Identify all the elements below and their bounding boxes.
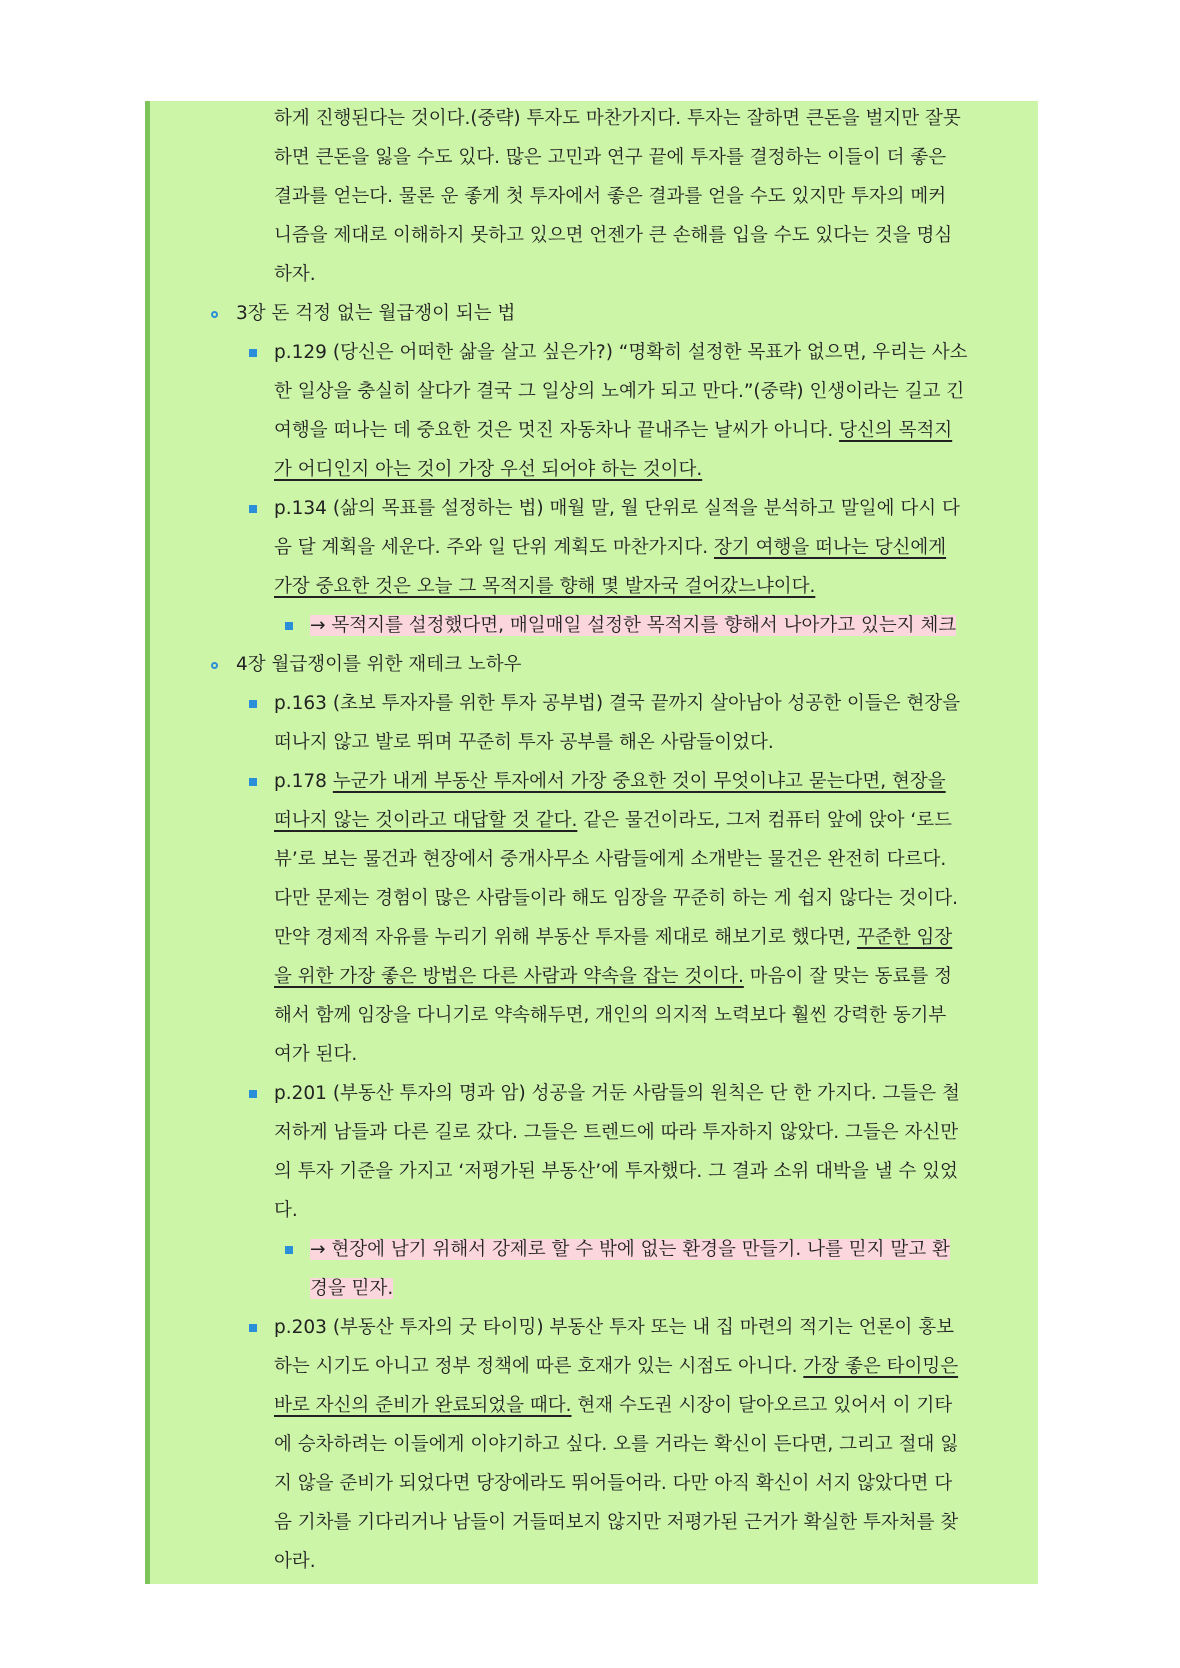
text-segment: 하는 시기도 아니고 정부 정책에 따른 호재가 있는 시점도 아니다. (274, 1356, 804, 1377)
text-line (274, 925, 952, 951)
square-bullet-icon (249, 1324, 257, 1332)
underlined-text: 바로 자신의 준비가 완료되었을 때다. (274, 1395, 572, 1416)
text-segment: p.178 (274, 771, 333, 792)
text-line (274, 1315, 954, 1341)
text-line (274, 730, 774, 756)
text-line (274, 847, 946, 873)
text-segment: p.163 (초보 투자자를 위한 투자 공부법) 결국 끝까지 살아남아 성공한 이들은 현장을 (274, 693, 961, 714)
underlined-text: 을 위한 가장 좋은 방법은 다른 사람과 약속을 잡는 것이다. (274, 966, 744, 987)
square-bullet-icon (249, 505, 257, 513)
text-segment: 마음이 잘 맞는 동료를 정 (743, 966, 952, 987)
text-segment: p.201 (부동산 투자의 명과 암) 성공을 거둔 사람들의 원칙은 단 한 가지다. 그들은 철 (274, 1083, 960, 1104)
text-segment: 여행을 떠나는 데 중요한 것은 멋진 자동차나 끝내주는 날씨가 아니다. (274, 420, 840, 441)
text-segment: 하자. (274, 264, 316, 285)
text-line (274, 1081, 960, 1107)
text-line (274, 1432, 958, 1458)
text-line (274, 574, 815, 600)
text-line (274, 1159, 958, 1185)
text-line (274, 496, 960, 522)
text-line (274, 1510, 958, 1536)
text-line (274, 886, 958, 912)
text-segment: 여가 된다. (274, 1044, 358, 1065)
square-bullet-icon (249, 349, 257, 357)
circle-bullet-icon (211, 662, 218, 669)
text-segment: 한 일상을 충실히 살다가 결국 그 일상의 노예가 되고 만다.”(중략) 인생이라는 길고 긴 (274, 381, 965, 402)
text-line (274, 1354, 958, 1380)
text-segment: 음 기차를 기다리거나 남들이 거들떠보지 않지만 저평가된 근거가 확실한 투자처를 찾 (274, 1512, 959, 1533)
text-line (274, 1120, 958, 1146)
text-segment: 저하게 남들과 다른 길로 갔다. 그들은 트렌드에 따라 투자하지 않았다. 그들은 자신만 (274, 1122, 959, 1143)
text-line (274, 1003, 946, 1029)
text-line (274, 769, 946, 795)
text-segment: 현재 수도권 시장이 달아오르고 있어서 이 기타 (571, 1395, 953, 1416)
text-segment: 같은 물건이라도, 그저 컴퓨터 앞에 앉아 ‘로드 (577, 810, 952, 831)
square-bullet-icon (249, 1090, 257, 1098)
square-bullet-icon (249, 700, 257, 708)
text-segment: 아라. (274, 1551, 316, 1572)
text-segment: 니즘을 제대로 이해하지 못하고 있으면 언젠가 큰 손해를 입을 수도 있다는 것을 명심 (274, 225, 953, 246)
text-segment: 결과를 얻는다. 물론 운 좋게 첫 투자에서 좋은 결과를 얻을 수도 있지만 투자의 메커 (274, 186, 947, 207)
text-segment: 하게 진행된다는 것이다.(중략) 투자도 마찬가지다. 투자는 잘하면 큰돈을 벌지만 잘못 (274, 108, 961, 129)
text-segment: 다만 문제는 경험이 많은 사람들이라 해도 임장을 꾸준히 하는 게 쉽지 않다는 것이다. (274, 888, 959, 909)
text-segment: 에 승차하려는 이들에게 이야기하고 싶다. 오를 거라는 확신이 든다면, 그리고 절대 잃 (274, 1434, 959, 1455)
text-segment: 떠나지 않고 발로 뛰며 꾸준히 투자 공부를 해온 사람들이었다. (274, 732, 774, 753)
text-line (274, 1549, 316, 1575)
text-segment: 뷰’로 보는 물건과 현장에서 중개사무소 사람들에게 소개받는 물건은 완전히 다르다. (274, 849, 947, 870)
underlined-text: 꾸준한 임장 (856, 927, 953, 948)
text-line (274, 964, 952, 990)
highlighted-text: 경을 믿자. (310, 1278, 394, 1299)
text-segment: 해서 함께 임장을 다니기로 약속해두면, 개인의 의지적 노력보다 훨씬 강력한 동기부 (274, 1005, 947, 1026)
text-line (274, 457, 702, 483)
text-line (310, 1276, 393, 1302)
text-line (236, 301, 515, 327)
text-line (274, 1393, 952, 1419)
text-segment: 하면 큰돈을 잃을 수도 있다. 많은 고민과 연구 끝에 투자를 결정하는 이들이 더 좋은 (274, 147, 947, 168)
text-segment: p.203 (부동산 투자의 굿 타이밍) 부동산 투자 또는 내 집 마련의 적기는 언론이 홍보 (274, 1317, 954, 1338)
text-line (274, 106, 961, 132)
text-line (274, 535, 946, 561)
underlined-text: 떠나지 않는 것이라고 대답할 것 같다. (274, 810, 578, 831)
text-line (274, 418, 952, 444)
text-line (310, 1237, 950, 1263)
text-line (274, 1471, 952, 1497)
underlined-text: 장기 여행을 떠나는 당신에게 (713, 537, 947, 558)
square-bullet-icon (249, 778, 257, 786)
text-line (274, 340, 967, 366)
text-segment: 3장 돈 걱정 없는 월급쟁이 되는 법 (236, 303, 516, 324)
underlined-text: 누군가 내게 부동산 투자에서 가장 중요한 것이 무엇이냐고 묻는다면, 현장을 (332, 771, 946, 792)
underlined-text: 가 어디인지 아는 것이 가장 우선 되어야 하는 것이다. (274, 459, 703, 480)
text-segment: 만약 경제적 자유를 누리기 위해 부동산 투자를 제대로 해보기로 했다면, (274, 927, 857, 948)
text-segment: 다. (274, 1200, 298, 1221)
circle-bullet-icon (211, 311, 218, 318)
text-segment: 4장 월급쟁이를 위한 재테크 노하우 (236, 654, 522, 675)
text-segment: 지 않을 준비가 되었다면 당장에라도 뛰어들어라. 다만 아직 확신이 서지 않았다면 다 (274, 1473, 953, 1494)
underlined-text: 가장 좋은 타이밍은 (803, 1356, 959, 1377)
text-line (274, 379, 964, 405)
text-segment: 의 투자 기준을 가지고 ‘저평가된 부동산’에 투자했다. 그 결과 소위 대박을 낼 수 있었 (274, 1161, 958, 1182)
text-line (274, 1042, 357, 1068)
text-segment: p.134 (삶의 목표를 설정하는 법) 매월 말, 월 단위로 실적을 분석하고 말일에 다시 다 (274, 498, 960, 519)
highlighted-text: → 목적지를 설정했다면, 매일매일 설정한 목적지를 향해서 나아가고 있는지 체크 (310, 615, 957, 636)
text-line (274, 808, 952, 834)
text-line (310, 613, 956, 639)
text-line (274, 184, 946, 210)
square-bullet-icon (285, 622, 293, 630)
text-line (274, 145, 946, 171)
underlined-text: 가장 중요한 것은 오늘 그 목적지를 향해 몇 발자국 걸어갔느냐이다. (274, 576, 816, 597)
text-segment: p.129 (당신은 어떠한 삶을 살고 싶은가?) “명확히 설정한 목표가 없으면, 우리는 사소 (274, 342, 968, 363)
text-line (274, 1198, 298, 1224)
underlined-text: 당신의 목적지 (839, 420, 953, 441)
text-line (274, 691, 960, 717)
text-segment: 음 달 계획을 세운다. 주와 일 단위 계획도 마찬가지다. (274, 537, 714, 558)
highlighted-text: → 현장에 남기 위해서 강제로 할 수 밖에 없는 환경을 만들기. 나를 믿지 말고 환 (310, 1239, 950, 1260)
square-bullet-icon (285, 1246, 293, 1254)
text-line (274, 223, 952, 249)
text-line (236, 652, 522, 678)
text-line (274, 262, 316, 288)
